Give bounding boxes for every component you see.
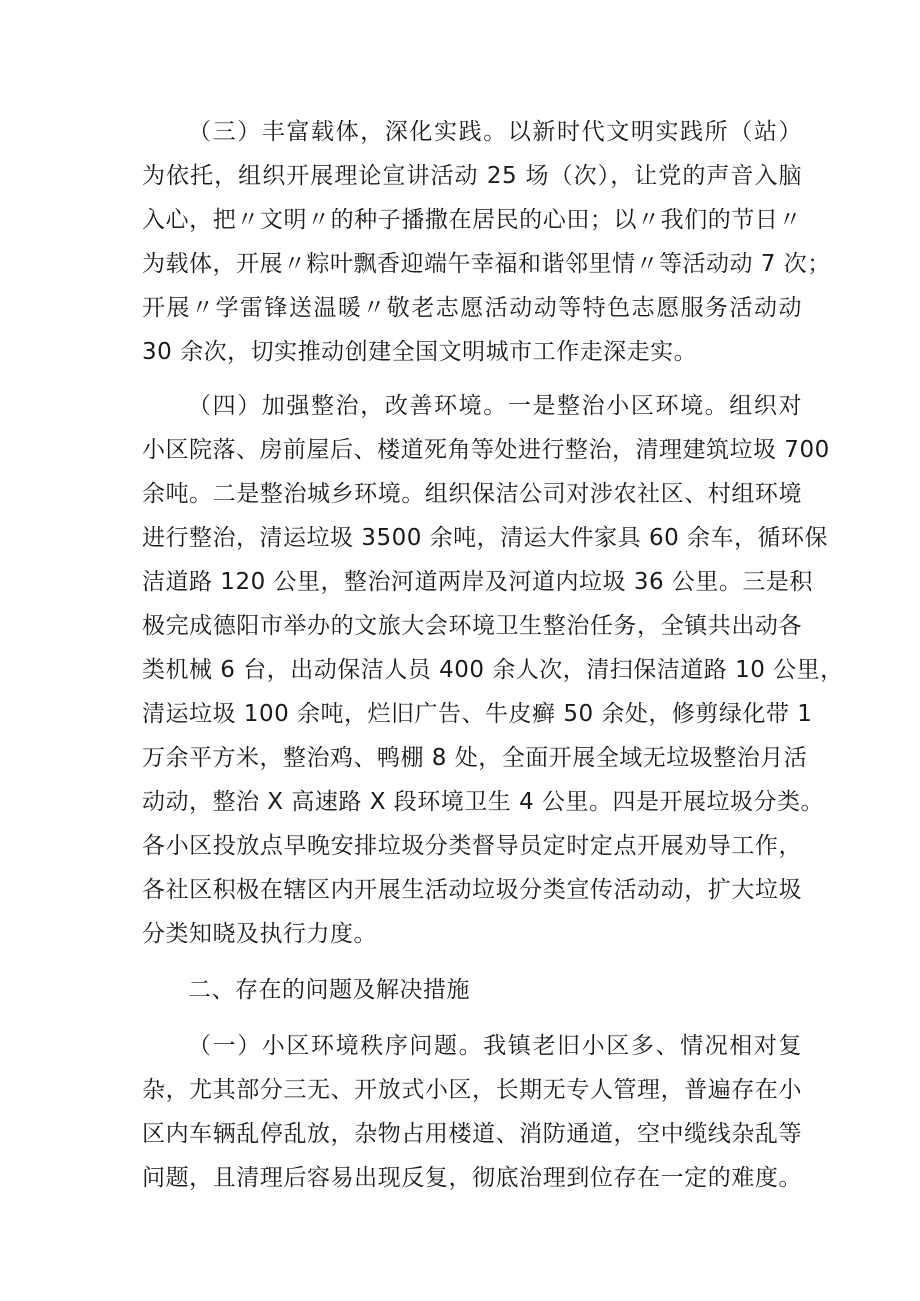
text-line: 入心，把〃文明〃的种子播撒在居民的心田；以〃我们的节日〃 <box>142 207 802 233</box>
text-line: 分类知晓及执行力度。 <box>142 921 377 947</box>
text-line: 洁道路 120 公里，整治河道两岸及河道内垃圾 36 公里。三是积 <box>142 569 813 595</box>
text-line: 清运垃圾 100 余吨，烂旧广告、牛皮癣 50 余处，修剪绿化带 1 <box>142 701 813 727</box>
text-line: 区内车辆乱停乱放，杂物占用楼道、消防通道，空中缆线杂乱等 <box>142 1121 802 1147</box>
text-line: 开展〃学雷锋送温暖〃敬老志愿活动动等特色志愿服务活动动 <box>142 295 802 321</box>
text-line: （一）小区环境秩序问题。我镇老旧小区多、情况相对复 <box>188 1033 802 1059</box>
text-line: （三）丰富载体，深化实践。以新时代文明实践所（站） <box>188 119 802 145</box>
text-line: （四）加强整治，改善环境。一是整治小区环境。组织对 <box>188 393 802 419</box>
text-line: 为载体，开展〃粽叶飘香迎端午幸福和谐邻里情〃等活动动 7 次； <box>142 251 831 277</box>
text-line: 万余平方米，整治鸡、鸭棚 8 处，全面开展全域无垃圾整治月活 <box>142 745 808 771</box>
text-line: 各社区积极在辖区内开展生活动垃圾分类宣传活动动，扩大垃圾 <box>142 877 802 903</box>
text-line: 小区院落、房前屋后、楼道死角等处进行整治，清理建筑垃圾 700 <box>142 437 830 463</box>
text-line: 余吨。二是整治城乡环境。组织保洁公司对涉农社区、村组环境 <box>142 481 802 507</box>
text-line: 杂，尤其部分三无、开放式小区，长期无专人管理，普遍存在小 <box>142 1077 802 1103</box>
text-line: 动动，整治 X 高速路 X 段环境卫生 4 公里。四是开展垃圾分类。 <box>142 789 825 815</box>
text-line: 30 余次，切实推动创建全国文明城市工作走深走实。 <box>142 339 698 365</box>
text-line: 为依托，组织开展理论宣讲活动 25 场（次），让党的声音入脑 <box>142 163 802 189</box>
text-line: 各小区投放点早晚安排垃圾分类督导员定时定点开展劝导工作， <box>142 833 802 859</box>
text-line: 进行整治，清运垃圾 3500 余吨，清运大件家具 60 余车，循环保 <box>142 525 829 551</box>
section-heading: 二、存在的问题及解决措施 <box>188 977 470 1003</box>
text-line: 问题，且清理后容易出现反复，彻底治理到位存在一定的难度。 <box>142 1165 802 1191</box>
text-line: 极完成德阳市举办的文旅大会环境卫生整治任务，全镇共出动各 <box>142 613 802 639</box>
text-line: 类机械 6 台，出动保洁人员 400 余人次，清扫保洁道路 10 公里， <box>142 657 844 683</box>
